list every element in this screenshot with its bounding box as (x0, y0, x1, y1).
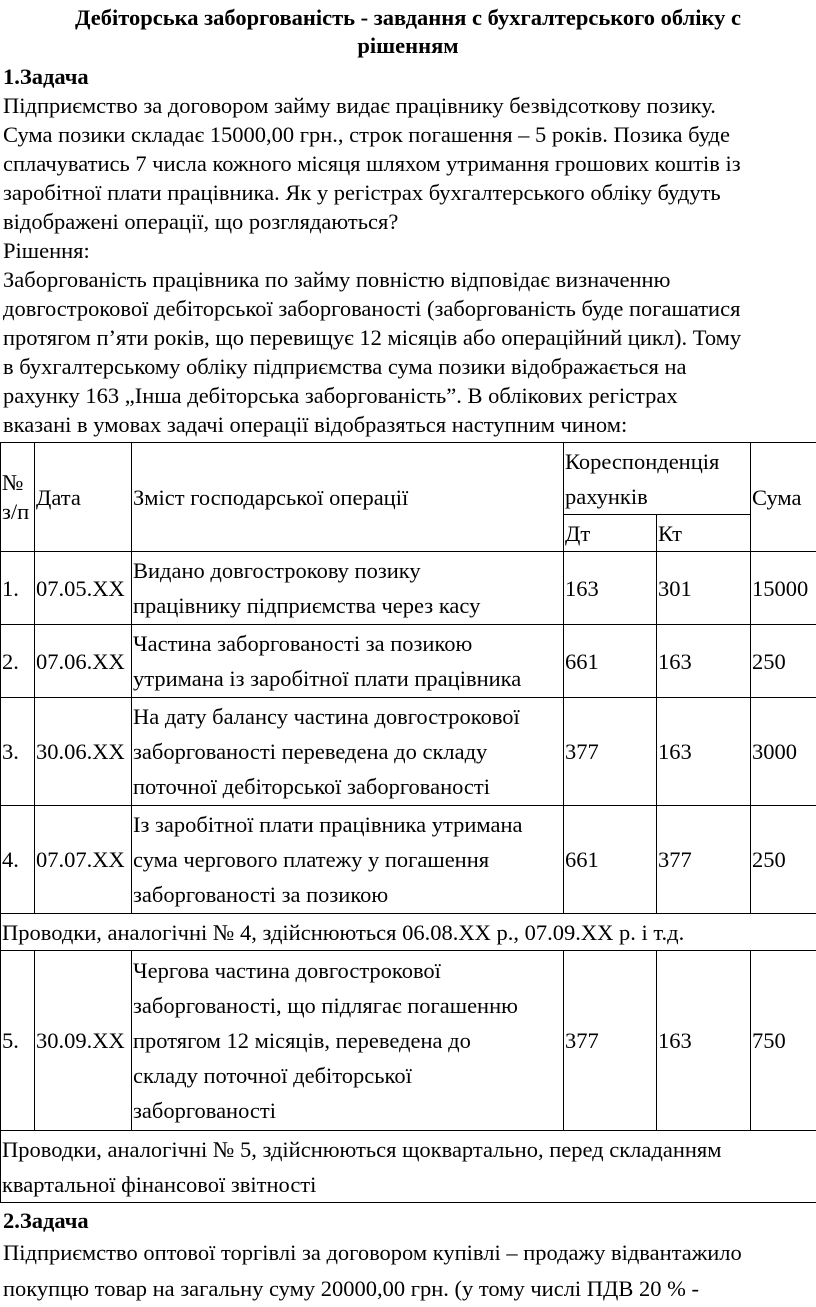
cell-date: 07.05.XX (35, 552, 132, 625)
operations-table (0, 442, 816, 1203)
solution-label: Рішення: (3, 236, 816, 265)
task-1-line: заробітної плати працівника. Як у регістрах бухгалтерського обліку будуть (3, 178, 816, 207)
note-line: Проводки, аналогічні № 5, здійснюються щоквартально, перед складанням (2, 1132, 816, 1167)
cell-content (132, 552, 564, 625)
task-1-line: Підприємство за договором займу видає працівнику безвідсоткову позику. (3, 91, 816, 120)
content-line: заборгованості за позикою (133, 877, 563, 912)
cell-sum: 15000 (751, 552, 816, 625)
cell-debit: 377 (564, 698, 657, 806)
cell-content (132, 625, 564, 698)
task-1-statement (0, 91, 816, 439)
header-correspondence-line-2: рахунків (565, 479, 750, 514)
task-2-line: покупцю товар на загальну суму 20000,00 грн. (у тому числі ПДВ 20 % - (3, 1271, 816, 1307)
content-line: На дату балансу частина довгострокової (133, 699, 563, 734)
content-line: протягом 12 місяців, переведена до (133, 1023, 563, 1058)
cell-content (132, 698, 564, 806)
content-line: працівнику підприємства через касу (133, 588, 563, 623)
cell-credit: 301 (657, 552, 751, 625)
cell-sum: 250 (751, 625, 816, 698)
cell-credit: 163 (657, 698, 751, 806)
content-line: Частина заборгованості за позикою (133, 626, 563, 661)
cell-debit: 661 (564, 625, 657, 698)
task-1-line: сплачуватись 7 числа кожного місяця шляхом утримання грошових коштів із (3, 149, 816, 178)
header-date: Дата (35, 443, 132, 552)
cell-debit: 377 (564, 951, 657, 1131)
table-row (1, 625, 816, 698)
cell-credit: 377 (657, 806, 751, 914)
table-row (1, 806, 816, 914)
cell-sum: 3000 (751, 698, 816, 806)
cell-num: 5. (1, 951, 35, 1131)
header-debit: Дт (564, 515, 657, 552)
solution-line: Заборгованість працівника по займу повністю відповідає визначенню (3, 265, 816, 294)
note-postings-4: Проводки, аналогічні № 4, здійснюються 06.08.XX р., 07.09.XX р. і т.д. (1, 914, 816, 951)
cell-date: 07.06.XX (35, 625, 132, 698)
cell-num: 4. (1, 806, 35, 914)
cell-num: 3. (1, 698, 35, 806)
page-title (0, 4, 816, 60)
task-1-line: Сума позики складає 15000,00 грн., строк погашення – 5 років. Позика буде (3, 120, 816, 149)
task-1-heading: 1.Задача (0, 62, 816, 91)
cell-sum: 250 (751, 806, 816, 914)
task-2-heading: 2.Задача (0, 1206, 816, 1235)
table-note-row (1, 914, 816, 951)
content-line: поточної дебіторської заборгованості (133, 769, 563, 804)
solution-line: протягом п’яти років, що перевищує 12 місяців або операційний цикл). Тому (3, 323, 816, 352)
cell-debit: 163 (564, 552, 657, 625)
cell-sum: 750 (751, 951, 816, 1131)
content-line: сума чергового платежу у погашення (133, 842, 563, 877)
table-row (1, 552, 816, 625)
cell-content (132, 806, 564, 914)
note-line: квартальної фінансової звітності (2, 1167, 816, 1202)
cell-date: 30.09.XX (35, 951, 132, 1131)
table-header-row (1, 443, 816, 515)
content-line: заборгованості переведена до складу (133, 734, 563, 769)
content-line: складу поточної дебіторської (133, 1058, 563, 1093)
header-correspondence (564, 443, 751, 515)
content-line: Із заробітної плати працівника утримана (133, 807, 563, 842)
cell-date: 30.06.XX (35, 698, 132, 806)
cell-date: 07.07.XX (35, 806, 132, 914)
task-2-line: Підприємство оптової торгівлі за договором купівлі – продажу відвантажило (3, 1235, 816, 1271)
task-2-statement (0, 1235, 816, 1307)
content-line: Чергова частина довгострокової (133, 953, 563, 988)
cell-credit: 163 (657, 625, 751, 698)
header-correspondence-line-1: Кореспонденція (565, 444, 750, 479)
solution-line: вказані в умовах задачі операції відобразяться наступним чином: (3, 410, 816, 439)
cell-num: 1. (1, 552, 35, 625)
content-line: заборгованості (133, 1093, 563, 1128)
table-row (1, 698, 816, 806)
cell-content (132, 951, 564, 1131)
table-note-row (1, 1131, 816, 1203)
header-number (1, 443, 35, 552)
task-1-line: відображені операції, що розглядаються? (3, 207, 816, 236)
title-line-2: рішенням (20, 32, 796, 60)
note-postings-5 (1, 1131, 816, 1203)
content-line: Видано довгострокову позику (133, 553, 563, 588)
content-line: заборгованості, що підлягає погашенню (133, 988, 563, 1023)
header-number-line-2: з/п (2, 497, 34, 526)
title-line-1: Дебіторська заборгованість - завдання с бухгалтерського обліку с (20, 4, 796, 32)
solution-line: в бухгалтерському обліку підприємства сума позики відображається на (3, 352, 816, 381)
header-number-line-1: № (2, 468, 34, 497)
content-line: утримана із заробітної плати працівника (133, 661, 563, 696)
header-content: Зміст господарської операції (132, 443, 564, 552)
task-2-section (0, 1206, 816, 1307)
cell-num: 2. (1, 625, 35, 698)
solution-line: довгострокової дебіторської заборгованості (заборгованість буде погашатися (3, 294, 816, 323)
table-row (1, 951, 816, 1131)
header-credit: Кт (657, 515, 751, 552)
solution-line: рахунку 163 „Інша дебіторська заборгованість”. В облікових регістрах (3, 381, 816, 410)
cell-credit: 163 (657, 951, 751, 1131)
header-sum: Сума (751, 443, 816, 552)
cell-debit: 661 (564, 806, 657, 914)
